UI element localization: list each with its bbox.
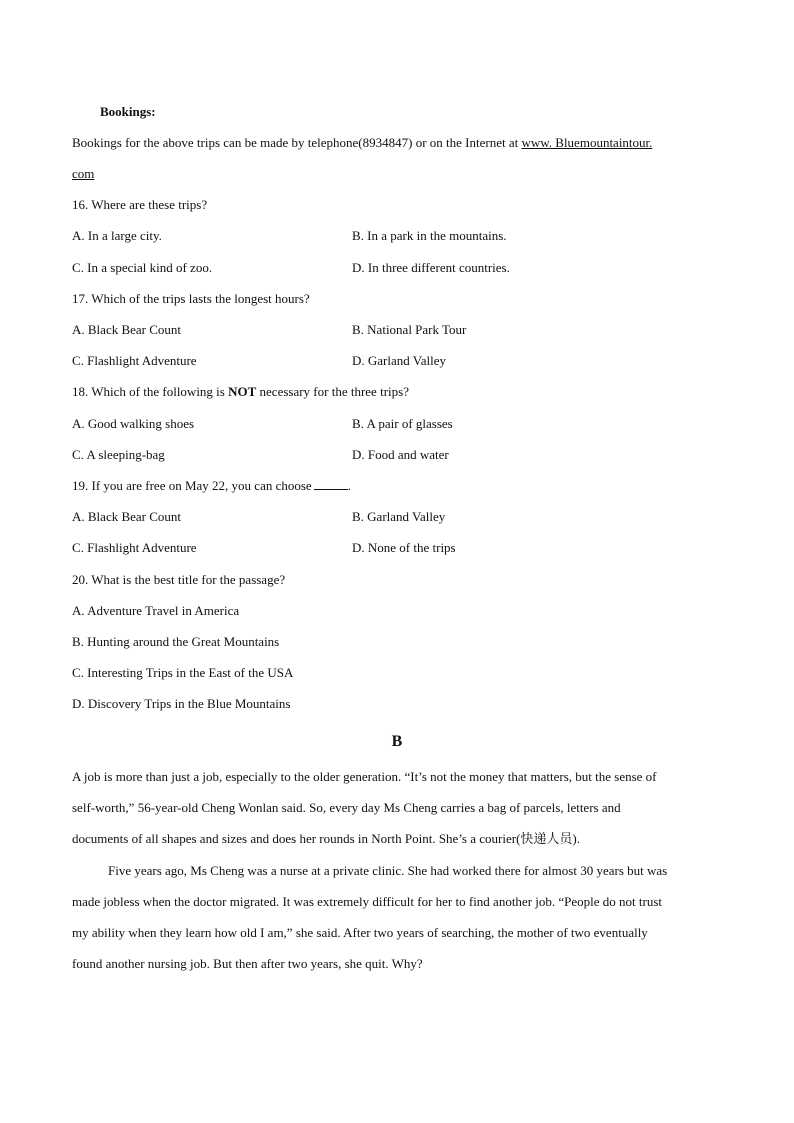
question-17-option-a: A. Black Bear Count xyxy=(72,322,182,337)
question-20-stem: 20. What is the best title for the passage? xyxy=(72,572,286,587)
bookings-url-link[interactable]: www. Bluemountaintour. xyxy=(521,135,653,150)
passage-line-3: documents of all shapes and sizes and does her rounds in North Point. She’s a courier(快递人员). xyxy=(72,831,580,846)
question-19-option-c: C. Flashlight Adventure xyxy=(72,540,197,555)
question-20-option-c: C. Interesting Trips in the East of the USA xyxy=(72,665,294,680)
question-16-option-b: B. In a park in the mountains. xyxy=(352,228,507,243)
question-16-option-c: C. In a special kind of zoo. xyxy=(72,260,213,275)
question-19-stem-text: 19. If you are free on May 22, you can choose xyxy=(72,478,312,493)
question-18-stem-emphasis: NOT xyxy=(228,384,257,399)
question-20-option-b: B. Hunting around the Great Mountains xyxy=(72,634,280,649)
bookings-text xyxy=(72,135,652,151)
answer-blank xyxy=(314,478,348,490)
question-20-option-d: D. Discovery Trips in the Blue Mountains xyxy=(72,696,291,711)
question-16-option-a: A. In a large city. xyxy=(72,228,162,243)
question-18-option-b: B. A pair of glasses xyxy=(352,416,453,431)
bookings-url-link-continued[interactable]: com xyxy=(72,166,95,181)
question-18-stem xyxy=(72,384,409,400)
question-18-option-c: C. A sleeping-bag xyxy=(72,447,165,462)
question-20-option-a: A. Adventure Travel in America xyxy=(72,603,240,618)
question-17-option-d: D. Garland Valley xyxy=(352,353,446,368)
question-19-stem-period: . xyxy=(347,478,351,493)
question-18-stem-start: 18. Which of the following is xyxy=(72,384,229,399)
bookings-heading: Bookings: xyxy=(100,104,156,119)
passage-line-1: A job is more than just a job, especially to the older generation. “It’s not the money that matters, but the sense of xyxy=(72,769,657,784)
question-17-stem: 17. Which of the trips lasts the longest hours? xyxy=(72,291,310,306)
passage-line-7: found another nursing job. But then after two years, she quit. Why? xyxy=(72,956,423,971)
question-17-option-c: C. Flashlight Adventure xyxy=(72,353,197,368)
bookings-body: Bookings for the above trips can be made by telephone(8934847) or on the Internet at xyxy=(72,135,522,150)
question-19-option-a: A. Black Bear Count xyxy=(72,509,182,524)
question-18-option-a: A. Good walking shoes xyxy=(72,416,195,431)
question-16-stem: 16. Where are these trips? xyxy=(72,197,208,212)
passage-line-4: Five years ago, Ms Cheng was a nurse at a private clinic. She had worked there for almost 30 years but was xyxy=(108,863,668,878)
passage-line-6: my ability when they learn how old I am,” she said. After two years of searching, the mother of two eventually xyxy=(72,925,648,940)
section-b-heading: B xyxy=(391,733,403,750)
question-17-option-b: B. National Park Tour xyxy=(352,322,467,337)
question-18-stem-end: necessary for the three trips? xyxy=(256,384,409,399)
question-19-option-b: B. Garland Valley xyxy=(352,509,446,524)
question-18-option-d: D. Food and water xyxy=(352,447,449,462)
passage-line-2: self-worth,” 56-year-old Cheng Wonlan said. So, every day Ms Cheng carries a bag of parcels, letters and xyxy=(72,800,621,815)
question-19-option-d: D. None of the trips xyxy=(352,540,456,555)
passage-line-5: made jobless when the doctor migrated. It was extremely difficult for her to find another job. “People do not trust xyxy=(72,894,663,909)
question-16-option-d: D. In three different countries. xyxy=(352,260,510,275)
question-19-stem xyxy=(72,478,351,494)
